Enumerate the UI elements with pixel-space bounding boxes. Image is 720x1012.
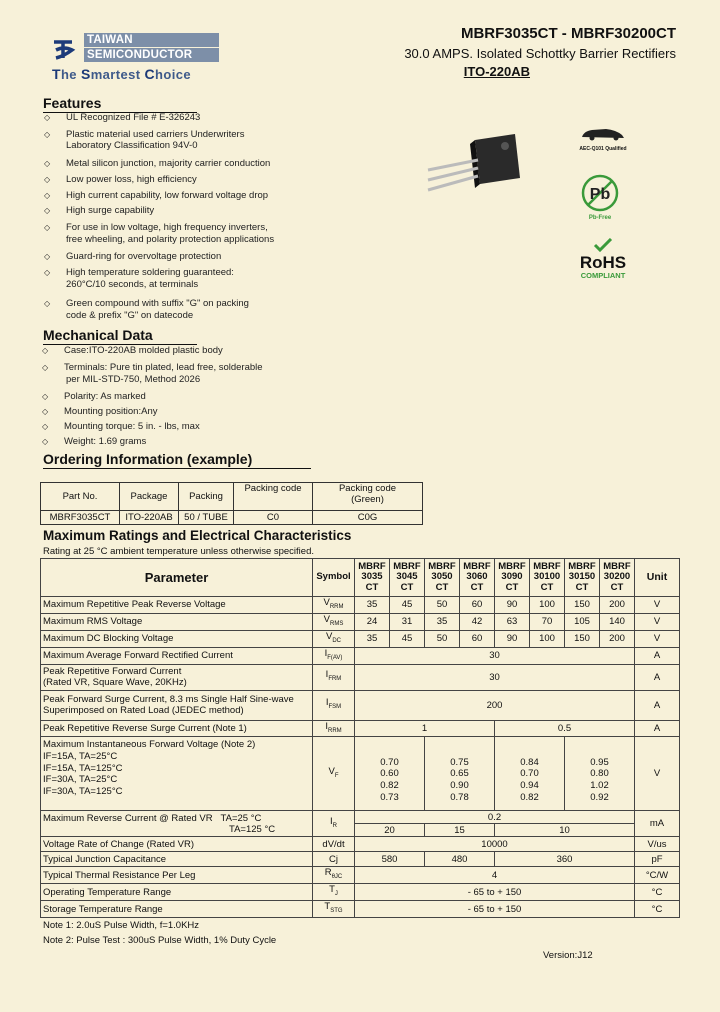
value-cell: 0.70 0.60 0.82 0.73 [355,737,425,811]
value-cell: 42 [460,613,495,630]
value-cell: 100 [530,630,565,647]
ts-logo-icon [50,34,80,64]
package-title: ITO-220AB [463,64,530,79]
param-label: Operating Temperature Range [41,884,313,901]
aec-badge [572,125,634,152]
unit-cell: A [635,690,680,720]
ratings-table [40,558,680,918]
param-label: Maximum RMS Voltage [41,613,313,630]
features-list [44,112,386,322]
symbol-cell: $I_{FSM}$ [313,690,355,720]
value-cell: 105 [565,613,600,630]
model-header: MBRF 3045 CT [390,559,425,597]
symbol-cell: $V_{RMS}$ [313,613,355,630]
order-header: Packing code [234,483,313,511]
value-cell: 150 [565,597,600,614]
value-cell: 10 [495,824,635,837]
value-cell: 50 [425,630,460,647]
value-cell: 90 [495,630,530,647]
value-cell: 45 [390,597,425,614]
unit-cell: V [635,597,680,614]
mechanical-title: Mechanical Data [43,327,197,345]
value-cell: - 65 to + 150 [355,884,635,901]
feature-item: ◇ Guard-ring for overvoltage protection [44,251,222,262]
company-logo [50,34,80,64]
unit-cell: A [635,664,680,690]
feature-item-cont: code & prefix "G" on datecode [66,310,194,321]
symbol-cell: $I_{RRM}$ [313,720,355,737]
order-header-green: Packing code (Green) [313,483,423,511]
value-cell: 100 [530,597,565,614]
unit-cell: °C [635,901,680,918]
row-vrrm [41,597,680,614]
rohs-compliant-label: COMPLIANT [580,271,626,280]
value-cell: 35 [355,630,390,647]
model-header: MBRF 3090 CT [495,559,530,597]
mechanical-item: ◇ Case:ITO-220AB molded plastic body [42,345,223,356]
param-label: Storage Temperature Range [41,901,313,918]
order-header: Part No. [41,483,120,511]
ratings-subtitle: Rating at 25 °C ambient temperature unless otherwise specified. [43,546,314,557]
mechanical-item: ◇ Terminals: Pure tin plated, lead free, solderable [42,362,263,373]
order-cell: C0G [313,511,423,525]
row-ir [41,811,680,824]
unit-cell: °C/W [635,867,680,884]
order-cell: 50 / TUBE [179,511,234,525]
symbol-cell: $I_{FRM}$ [313,664,355,690]
value-cell: 63 [495,613,530,630]
value-cell: 360 [495,852,635,867]
symbol-cell: $T_J$ [313,884,355,901]
unit-cell: V [635,613,680,630]
car-icon [578,125,628,141]
param-label: Peak Repetitive Reverse Surge Current (Note 1) [41,720,313,737]
value-cell: 15 [425,824,495,837]
note-1: Note 1: 2.0uS Pulse Width, f=1.0KHz [43,920,200,931]
feature-item: ◇ High surge capability [44,205,155,216]
value-cell: 480 [425,852,495,867]
unit-cell: V/us [635,837,680,852]
row-irrm [41,720,680,737]
model-header: MBRF 3035 CT [355,559,390,597]
value-cell: 30 [355,664,635,690]
value-cell: 0.84 0.70 0.94 0.82 [495,737,565,811]
param-label: Maximum DC Blocking Voltage [41,630,313,647]
value-cell: 200 [600,630,635,647]
value-cell: 20 [355,824,425,837]
row-vf [41,737,680,811]
feature-item: ◇ For use in low voltage, high frequency inverters, [44,222,268,233]
symbol-cell: $V_{RRM}$ [313,597,355,614]
rohs-label: RoHS [579,253,627,272]
model-header: MBRF 3050 CT [425,559,460,597]
symbol-cell: $I_{F(AV)}$ [313,647,355,664]
row-rth [41,867,680,884]
pb-text: Pb [589,186,611,203]
unit-cell: A [635,720,680,737]
mechanical-item: ◇ Weight: 1.69 grams [42,436,147,447]
model-header: MBRF 3060 CT [460,559,495,597]
check-icon [592,238,614,252]
param-label: Typical Thermal Resistance Per Leg [41,867,313,884]
row-cj [41,852,680,867]
feature-item: ◇ Plastic material used carriers Underwriters [44,129,245,140]
component-image [420,130,530,200]
symbol-cell: $R_{\theta JC}$ [313,867,355,884]
row-vdc [41,630,680,647]
value-cell: 24 [355,613,390,630]
order-cell: ITO-220AB [120,511,179,525]
header-row [41,559,680,597]
ordering-table [40,482,423,525]
unit-cell: A [635,647,680,664]
value-cell: 0.5 [495,720,635,737]
row-tj [41,884,680,901]
value-cell: 0.95 0.80 1.02 0.92 [565,737,635,811]
feature-item: ◇ High current capability, low forward voltage drop [44,190,269,201]
mechanical-item: ◇ Polarity: As marked [42,391,146,402]
unit-cell: V [635,630,680,647]
param-label: Maximum Repetitive Peak Reverse Voltage [41,597,313,614]
model-header: MBRF 30100 CT [530,559,565,597]
ratings-title: Maximum Ratings and Electrical Characteristics [43,528,352,543]
symbol-cell: $V_{DC}$ [313,630,355,647]
row-dvdt [41,837,680,852]
value-cell: 10000 [355,837,635,852]
value-cell: 200 [600,597,635,614]
value-cell: - 65 to + 150 [355,901,635,918]
value-cell: 0.2 [355,811,635,824]
value-cell: 45 [390,630,425,647]
value-cell: 31 [390,613,425,630]
mechanical-list [42,345,384,450]
aec-label: AEC-Q101 Qualified [579,146,627,152]
rohs-badge [570,238,636,280]
pb-free-badge [578,174,622,221]
feature-item-cont: 260°C/10 seconds, at terminals [66,279,199,290]
unit-cell: pF [635,852,680,867]
mechanical-item: ◇ Mounting position:Any [42,406,158,417]
to220-package-icon [420,130,530,200]
feature-item: ◇ Green compound with suffix "G" on packing [44,298,249,309]
feature-item: ◇ Metal silicon junction, majority carrier conduction [44,158,271,169]
value-cell: 150 [565,630,600,647]
value-cell: 60 [460,630,495,647]
param-label: Typical Junction Capacitance [41,852,313,867]
part-subtitle: 30.0 AMPS. Isolated Schottky Barrier Rectifiers [404,46,676,61]
feature-item-cont: free wheeling, and polarity protection applications [66,234,275,245]
feature-item: ◇ UL Recognized File # E-326243 [44,112,201,123]
param-label: Peak Repetitive Forward Current (Rated VR, Square Wave, 20KHz) [41,664,313,690]
brand-line-2: SEMICONDUCTOR [84,48,219,62]
order-header: Packing [179,483,234,511]
value-cell: 1 [355,720,495,737]
param-label: Voltage Rate of Change (Rated VR) [41,837,313,852]
order-cell: MBRF3035CT [41,511,120,525]
value-cell: 60 [460,597,495,614]
row-ifsm [41,690,680,720]
order-header: Package [120,483,179,511]
value-cell: 50 [425,597,460,614]
order-cell: C0 [234,511,313,525]
feature-item: ◇ High temperature soldering guaranteed: [44,267,234,278]
mechanical-item-cont: per MIL-STD-750, Method 2026 [66,374,201,385]
value-cell: 30 [355,647,635,664]
part-title: MBRF3035CT - MBRF30200CT [460,25,676,42]
brand-line-1: TAIWAN [84,33,219,47]
symbol-cell: Cj [313,852,355,867]
model-header: MBRF 30150 CT [565,559,600,597]
param-header: Parameter [41,559,313,597]
value-cell: 140 [600,613,635,630]
feature-item: ◇ Low power loss, high efficiency [44,174,197,185]
model-header: MBRF 30200 CT [600,559,635,597]
value-cell: 35 [355,597,390,614]
param-label: Maximum Average Forward Rectified Current [41,647,313,664]
row-ifav [41,647,680,664]
unit-header: Unit [635,559,680,597]
pb-free-icon [580,174,620,212]
row-tstg [41,901,680,918]
symbol-cell: $I_R$ [313,811,355,837]
symbol-cell: dV/dt [313,837,355,852]
value-cell: 90 [495,597,530,614]
value-cell: 580 [355,852,425,867]
unit-cell: °C [635,884,680,901]
value-cell: 4 [355,867,635,884]
value-cell: 0.75 0.65 0.90 0.78 [425,737,495,811]
note-2: Note 2: Pulse Test : 300uS Pulse Width, 1% Duty Cycle [43,935,277,946]
param-label: Maximum Instantaneous Forward Voltage (Note 2) IF=15A, TA=25°C IF=15A, TA=125°C IF=30A, TA=25°C IF=30A, TA=125°C [41,737,313,811]
tagline: The Smartest Choice [52,66,191,82]
version-label: Version:J12 [543,950,593,961]
features-title: Features [43,95,197,113]
symbol-cell: $T_{STG}$ [313,901,355,918]
param-label: Peak Forward Surge Current, 8.3 ms Single Half Sine-wave Superimposed on Rated Load (JEDEC method) [41,690,313,720]
pb-free-label: Pb-Free [588,215,612,221]
row-ifrm [41,664,680,690]
unit-cell: mA [635,811,680,837]
value-cell: 200 [355,690,635,720]
symbol-cell: $V_F$ [313,737,355,811]
symbol-header: Symbol [313,559,355,597]
row-vrms [41,613,680,630]
ordering-title: Ordering Information (example) [43,451,311,469]
mechanical-item: ◇ Mounting torque: 5 in. - lbs, max [42,421,200,432]
value-cell: 35 [425,613,460,630]
feature-item-cont: Laboratory Classification 94V-0 [66,140,198,151]
param-label: Maximum Reverse Current @ Rated VR TA=25 °C TA=125 °C [41,811,313,837]
value-cell: 70 [530,613,565,630]
unit-cell: V [635,737,680,811]
